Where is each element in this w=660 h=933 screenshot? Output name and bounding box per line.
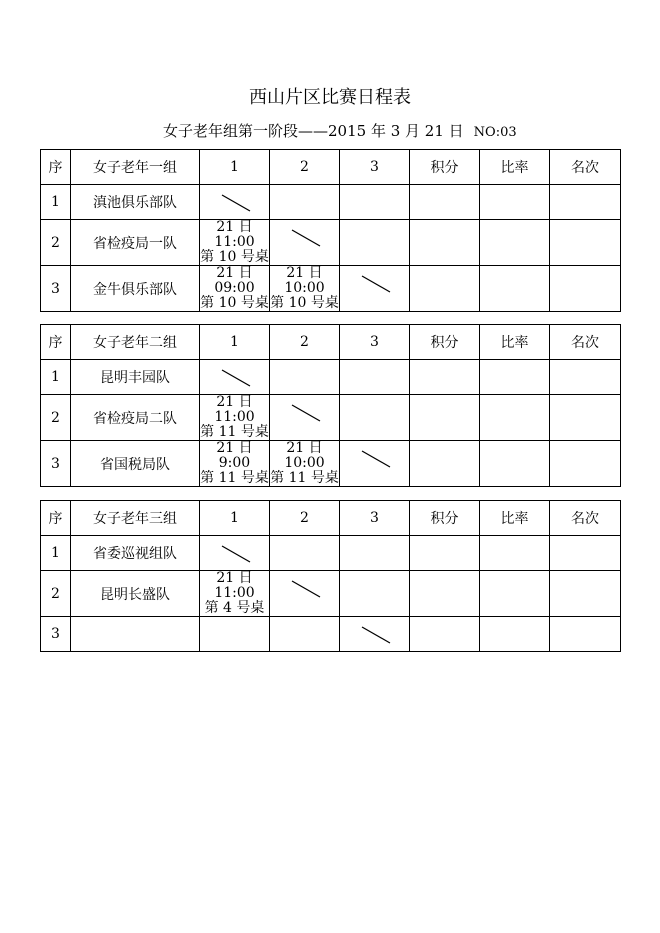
table-row [41, 360, 621, 395]
ratio-cell [480, 220, 550, 266]
row-index: 3 [41, 617, 71, 652]
points-cell [410, 185, 480, 220]
ratio-cell [480, 617, 550, 652]
ratio-cell [480, 441, 550, 487]
points-cell [410, 395, 480, 441]
stage-date-label: 女子老年组第一阶段——2015 年 3 月 21 日 [163, 122, 464, 140]
header-col-1: 1 [200, 150, 270, 185]
ratio-cell [480, 536, 550, 571]
match-table: 第 10 号桌 [200, 295, 269, 311]
match-table: 第 11 号桌 [200, 470, 269, 486]
page-subtitle [163, 120, 517, 144]
diagonal-slash [291, 229, 321, 247]
team-name: 滇池俱乐部队 [71, 185, 200, 220]
empty-cell [340, 185, 410, 220]
diagonal-slash [221, 545, 251, 563]
match-table: 第 10 号桌 [200, 249, 269, 265]
diagonal-slash [361, 626, 391, 644]
table-header-row [41, 501, 621, 536]
page-title: 西山片区比赛日程表 [249, 87, 411, 108]
points-cell [410, 617, 480, 652]
header-col-3: 3 [340, 325, 410, 360]
match-table: 第 11 号桌 [200, 424, 269, 440]
schedule-table-group-2 [40, 324, 621, 487]
header-col-2: 2 [270, 501, 340, 536]
match-schedule-cell [200, 395, 270, 441]
points-cell [410, 220, 480, 266]
header-ratio: 比率 [480, 150, 550, 185]
row-index: 2 [41, 395, 71, 441]
header-rank: 名次 [550, 501, 621, 536]
ratio-cell [480, 185, 550, 220]
empty-cell [270, 617, 340, 652]
table-row [41, 220, 621, 266]
diagonal-slash [291, 580, 321, 598]
table-row [41, 185, 621, 220]
rank-cell [550, 617, 621, 652]
match-schedule-cell [200, 441, 270, 487]
table-header-row [41, 150, 621, 185]
match-time: 21 日 9:00 [216, 440, 253, 471]
rank-cell [550, 185, 621, 220]
header-rank: 名次 [550, 150, 621, 185]
table-row [41, 441, 621, 487]
match-schedule-cell [200, 220, 270, 266]
row-index: 3 [41, 266, 71, 312]
row-index: 3 [41, 441, 71, 487]
diagonal-slash [361, 275, 391, 293]
empty-cell [270, 360, 340, 395]
points-cell [410, 266, 480, 312]
ratio-cell [480, 571, 550, 617]
diagonal-slash [361, 450, 391, 468]
empty-cell [270, 185, 340, 220]
rank-cell [550, 536, 621, 571]
header-ratio: 比率 [480, 325, 550, 360]
empty-cell [340, 360, 410, 395]
team-name [71, 617, 200, 652]
rank-cell [550, 220, 621, 266]
match-time: 21 日 11:00 [214, 394, 255, 425]
header-col-1: 1 [200, 325, 270, 360]
table-row [41, 536, 621, 571]
empty-cell [200, 617, 270, 652]
points-cell [410, 571, 480, 617]
match-time: 21 日 10:00 [284, 440, 325, 471]
diagonal-slash [221, 194, 251, 212]
match-time: 21 日 11:00 [214, 570, 255, 601]
row-index: 2 [41, 220, 71, 266]
ratio-cell [480, 360, 550, 395]
diagonal-cell [200, 536, 270, 571]
empty-cell [340, 220, 410, 266]
table-row [41, 395, 621, 441]
diagonal-cell [270, 395, 340, 441]
header-points: 积分 [410, 325, 480, 360]
diagonal-cell [340, 617, 410, 652]
diagonal-slash [221, 369, 251, 387]
empty-cell [340, 395, 410, 441]
match-time: 21 日 10:00 [284, 265, 325, 296]
diagonal-cell [340, 441, 410, 487]
rank-cell [550, 360, 621, 395]
row-index: 2 [41, 571, 71, 617]
header-index: 序 [41, 501, 71, 536]
match-schedule-cell [200, 571, 270, 617]
header-col-2: 2 [270, 150, 340, 185]
match-time: 21 日 09:00 [214, 265, 255, 296]
header-index: 序 [41, 150, 71, 185]
team-name: 省检疫局二队 [71, 395, 200, 441]
table-row [41, 617, 621, 652]
header-points: 积分 [410, 150, 480, 185]
diagonal-cell [270, 220, 340, 266]
row-index: 1 [41, 360, 71, 395]
table-row [41, 266, 621, 312]
header-index: 序 [41, 325, 71, 360]
rank-cell [550, 395, 621, 441]
team-name: 省国税局队 [71, 441, 200, 487]
points-cell [410, 360, 480, 395]
diagonal-slash [291, 404, 321, 422]
ratio-cell [480, 395, 550, 441]
team-name: 省检疫局一队 [71, 220, 200, 266]
header-group-name: 女子老年三组 [71, 501, 200, 536]
match-schedule-cell [270, 441, 340, 487]
empty-cell [270, 536, 340, 571]
match-table: 第 11 号桌 [270, 470, 339, 486]
header-col-1: 1 [200, 501, 270, 536]
table-header-row [41, 325, 621, 360]
diagonal-cell [200, 360, 270, 395]
empty-cell [340, 571, 410, 617]
diagonal-cell [200, 185, 270, 220]
team-name: 省委巡视组队 [71, 536, 200, 571]
rank-cell [550, 441, 621, 487]
header-points: 积分 [410, 501, 480, 536]
ratio-cell [480, 266, 550, 312]
table-row [41, 571, 621, 617]
rank-cell [550, 571, 621, 617]
header-col-3: 3 [340, 501, 410, 536]
team-name: 昆明丰园队 [71, 360, 200, 395]
points-cell [410, 441, 480, 487]
match-table: 第 4 号桌 [204, 600, 265, 616]
header-col-3: 3 [340, 150, 410, 185]
team-name: 金牛俱乐部队 [71, 266, 200, 312]
rank-cell [550, 266, 621, 312]
match-schedule-cell [200, 266, 270, 312]
header-rank: 名次 [550, 325, 621, 360]
header-ratio: 比率 [480, 501, 550, 536]
header-col-2: 2 [270, 325, 340, 360]
match-schedule-cell [270, 266, 340, 312]
schedule-table-group-3 [40, 500, 621, 652]
team-name: 昆明长盛队 [71, 571, 200, 617]
points-cell [410, 536, 480, 571]
empty-cell [340, 536, 410, 571]
header-group-name: 女子老年一组 [71, 150, 200, 185]
match-table: 第 10 号桌 [270, 295, 339, 311]
row-index: 1 [41, 185, 71, 220]
match-time: 21 日 11:00 [214, 219, 255, 250]
header-group-name: 女子老年二组 [71, 325, 200, 360]
schedule-table-group-1 [40, 149, 621, 312]
page-number: NO:03 [473, 125, 517, 140]
diagonal-cell [270, 571, 340, 617]
row-index: 1 [41, 536, 71, 571]
diagonal-cell [340, 266, 410, 312]
